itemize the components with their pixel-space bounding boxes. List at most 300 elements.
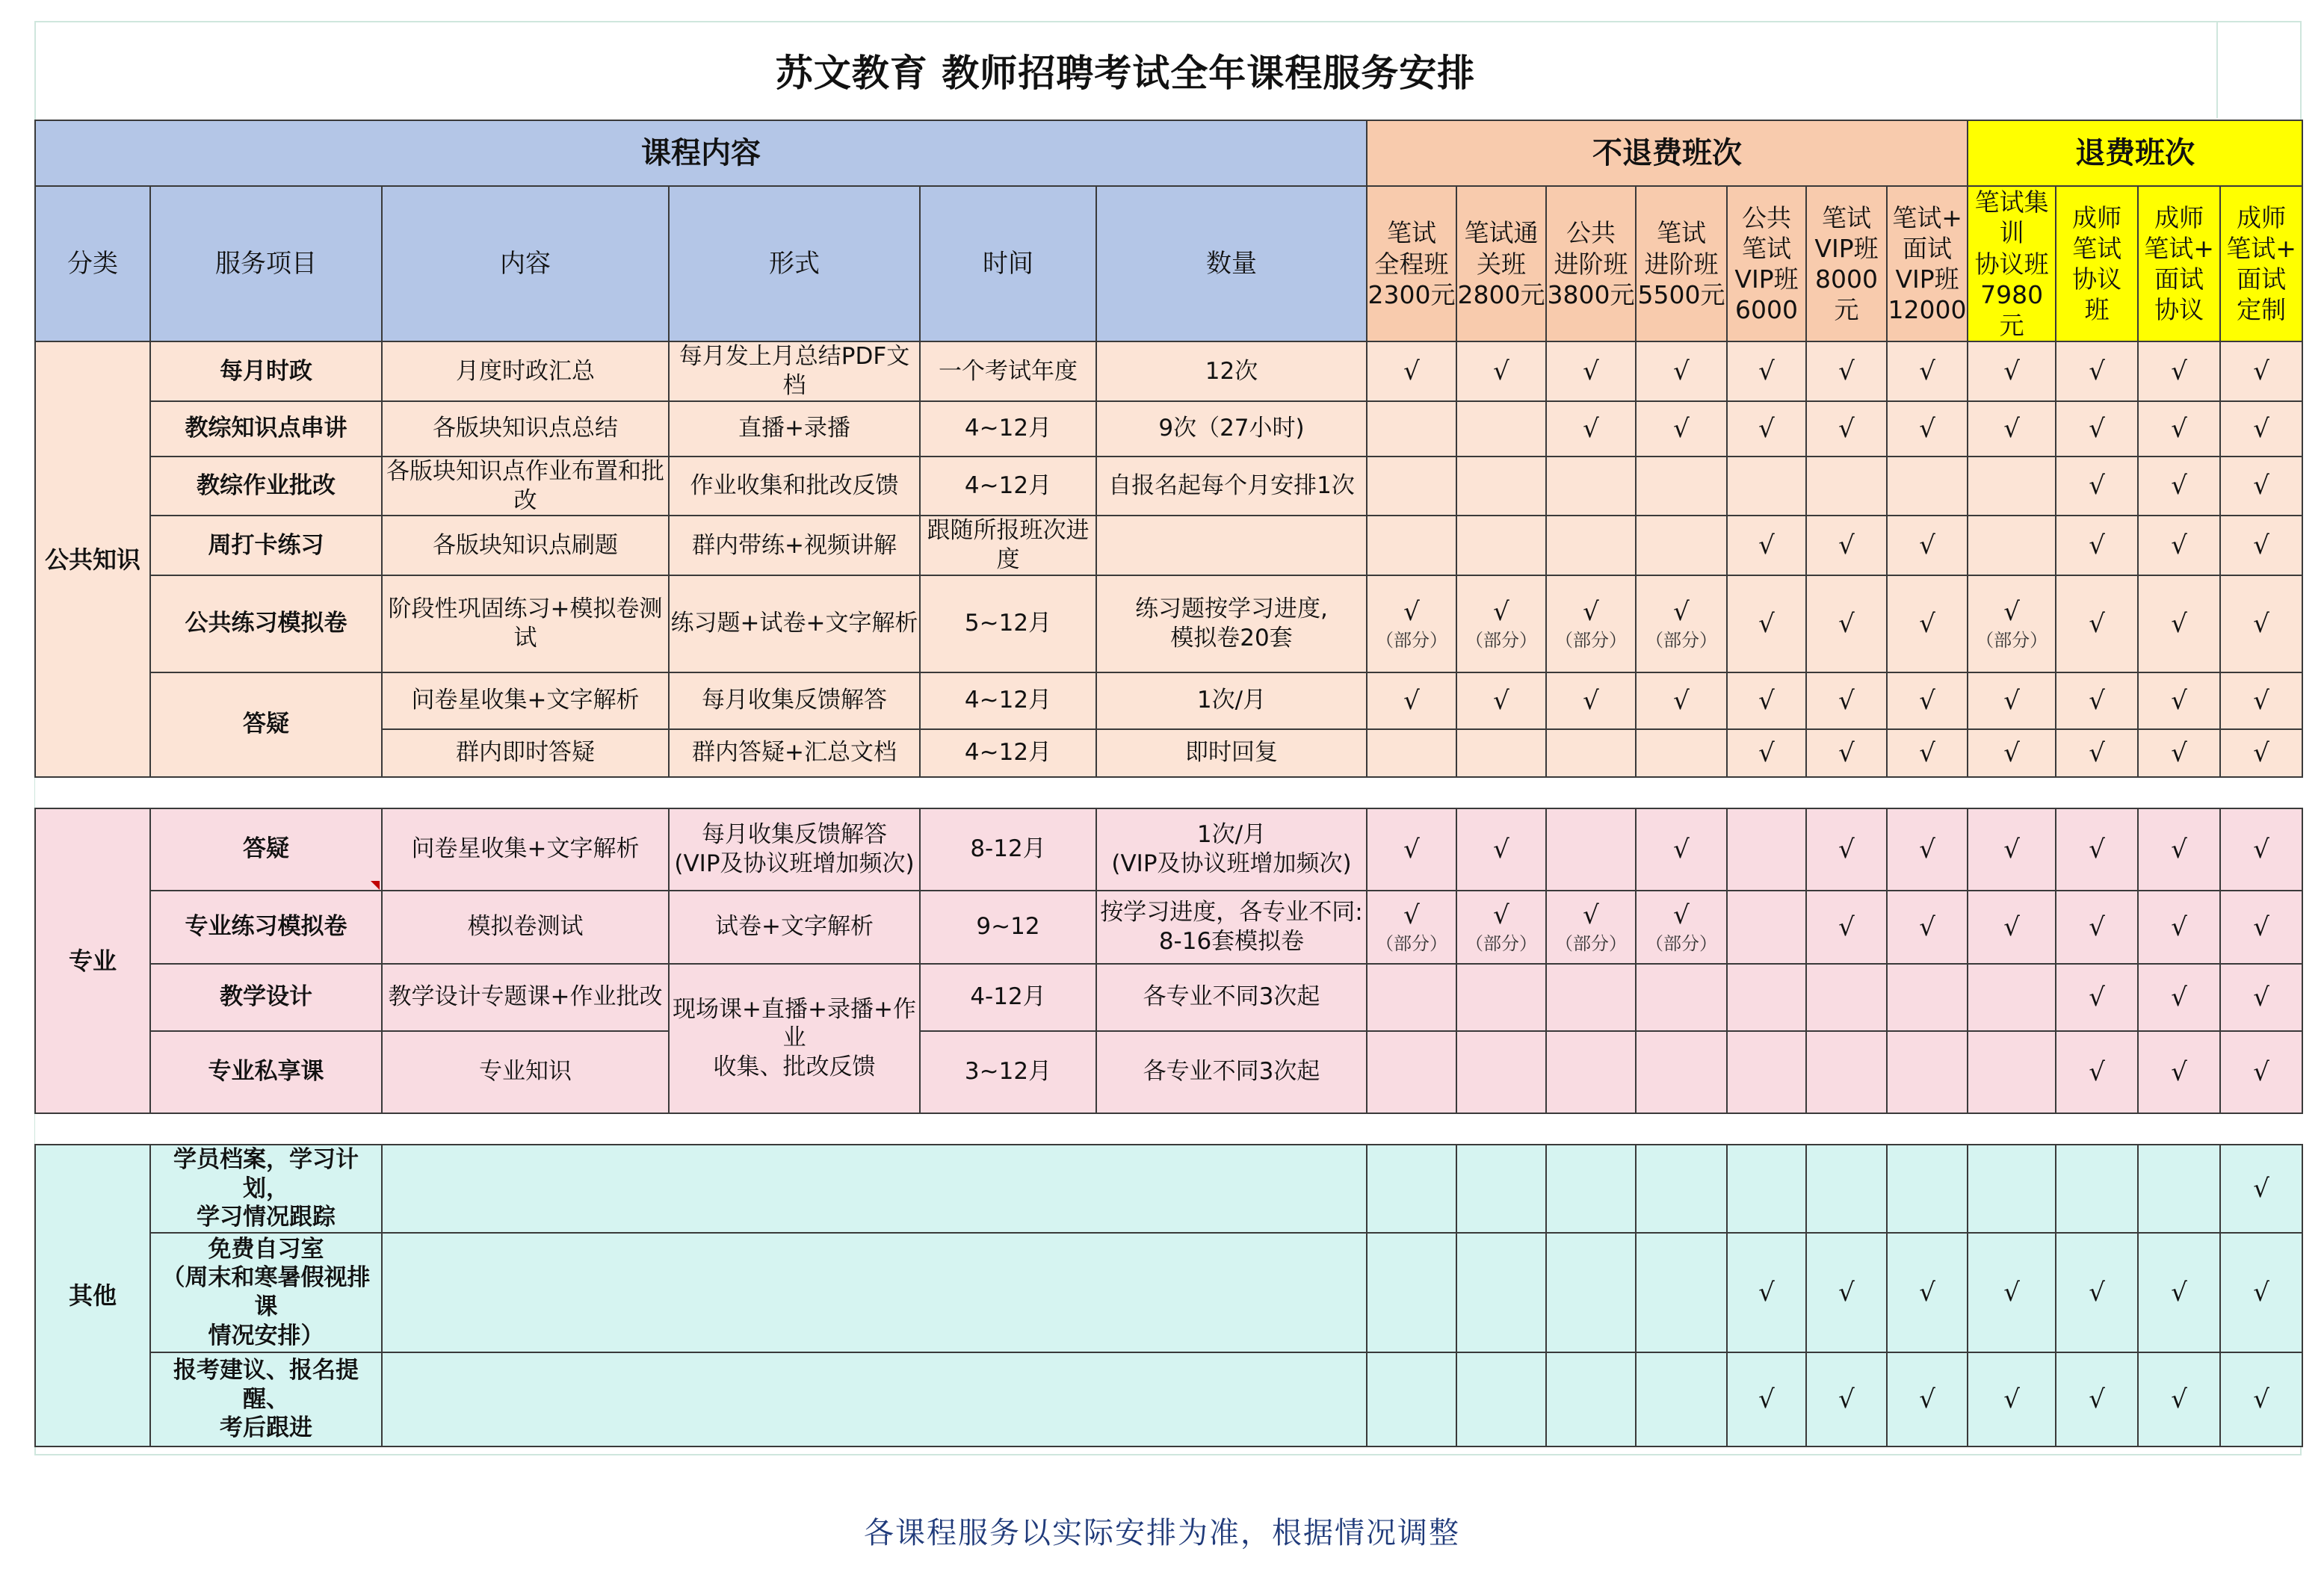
check-mark-text: √: [1838, 685, 1855, 716]
check-mark: [1367, 341, 1456, 401]
cell-text: 12000: [1888, 295, 1967, 325]
table-row: [35, 1031, 2302, 1113]
check-mark: [1968, 808, 2056, 891]
check-mark: [2138, 1031, 2220, 1113]
table-row: [35, 1113, 2302, 1145]
check-mark-text: √: [1919, 1384, 1935, 1414]
check-mark: [1806, 808, 1887, 891]
table-row: [35, 891, 2302, 964]
check-mark: [2220, 341, 2302, 401]
check-mark-text: √: [2089, 530, 2105, 560]
empty-cell: [1546, 1031, 1636, 1113]
check-mark: [1636, 575, 1727, 672]
check-mark-text: √: [2171, 685, 2187, 716]
partial-label: （部分）: [1555, 933, 1627, 954]
format-cell: 每月收集反馈解答: [669, 672, 920, 729]
check-mark-text: √: [1493, 356, 1509, 386]
spacer-cell: [2056, 777, 2138, 808]
cell-text: 免费自习室: [208, 1235, 324, 1263]
check-mark-text: √: [2253, 471, 2269, 501]
check-mark-text: √: [2089, 685, 2105, 716]
empty-cell: [1546, 808, 1636, 891]
check-mark: [2138, 341, 2220, 401]
check-mark-text: √: [2171, 1056, 2187, 1087]
check-mark-text: √: [1493, 900, 1509, 930]
check-mark-text: √: [1838, 356, 1855, 386]
check-mark-text: √: [2253, 685, 2269, 716]
service-item: 答疑: [150, 808, 382, 891]
empty-cell: [1636, 964, 1727, 1031]
cell-text: 公共: [1566, 218, 1616, 248]
quantity-cell: 各专业不同3次起: [1096, 964, 1367, 1031]
quantity-cell: [1096, 891, 1367, 964]
footer-note: 各课程服务以实际安排为准，根据情况调整: [864, 1516, 1460, 1550]
check-mark: [1727, 1352, 1806, 1446]
spacer-cell: [35, 777, 150, 808]
check-mark: [1887, 891, 1968, 964]
check-mark: [1968, 672, 2056, 729]
cell-text: 模拟卷20套: [1170, 624, 1293, 652]
check-mark: [1727, 516, 1806, 575]
cell-text: 考后跟进: [220, 1414, 312, 1442]
check-mark-text: √: [1919, 608, 1935, 639]
empty-merged-cell: [382, 1352, 1367, 1446]
spacer-cell: [1727, 777, 1806, 808]
check-mark: [1546, 891, 1636, 964]
empty-cell: [1546, 964, 1636, 1031]
cell-text: 学员档案，学习计划，: [173, 1145, 359, 1202]
cell-text: 协议: [2154, 295, 2204, 325]
service-item: [150, 1145, 382, 1233]
empty-cell: [1456, 1233, 1546, 1352]
format-cell: 试卷+文字解析: [669, 891, 920, 964]
check-mark: [1456, 341, 1546, 401]
table-row: [35, 777, 2302, 808]
cell-text: 成师: [2072, 202, 2122, 232]
check-mark: [2220, 1352, 2302, 1446]
check-mark: [2056, 891, 2138, 964]
check-mark-text: √: [1673, 596, 1690, 627]
empty-cell: [1887, 1031, 1968, 1113]
content-cell: 模拟卷测试: [382, 891, 669, 964]
quantity-cell: 自报名起每个月安排1次: [1096, 457, 1367, 516]
cell-text: 面试: [2237, 264, 2287, 294]
cell-text: 笔试+: [2144, 233, 2214, 263]
cell-text: 关班: [1477, 249, 1526, 279]
check-mark: [2220, 891, 2302, 964]
time-cell: 4~12月: [920, 672, 1096, 729]
check-mark-text: √: [1919, 834, 1935, 864]
check-mark: [1806, 516, 1887, 575]
class-column-header: [2138, 186, 2220, 341]
cell-text: VIP班: [1895, 264, 1959, 294]
check-mark: [1727, 401, 1806, 457]
category-other: 其他: [35, 1145, 150, 1446]
check-mark: [1806, 575, 1887, 672]
table-row: [35, 120, 2302, 186]
check-mark: [2056, 341, 2138, 401]
check-mark: [1887, 1352, 1968, 1446]
check-mark: [1968, 891, 2056, 964]
check-mark-text: √: [2171, 982, 2187, 1012]
check-mark-text: √: [2171, 737, 2187, 768]
check-mark: [1456, 891, 1546, 964]
empty-cell: [1546, 729, 1636, 777]
check-mark-text: √: [1403, 685, 1420, 716]
check-mark-text: √: [1838, 737, 1855, 768]
check-mark-text: √: [1583, 356, 1599, 386]
cell-text: 练习题按学习进度,: [1135, 595, 1328, 622]
category-major: 专业: [35, 808, 150, 1113]
time-cell: 9~12: [920, 891, 1096, 964]
quantity-cell: 即时回复: [1096, 729, 1367, 777]
format-cell: [669, 964, 920, 1113]
empty-cell: [1456, 964, 1546, 1031]
empty-cell: [1727, 1145, 1806, 1233]
check-mark-text: √: [1838, 1277, 1855, 1308]
table-row: [35, 516, 2302, 575]
check-mark-text: √: [2003, 356, 2020, 386]
spacer-cell: [920, 1113, 1096, 1145]
cell-text: (VIP及协议班增加频次): [1111, 850, 1352, 877]
service-item: 公共练习模拟卷: [150, 575, 382, 672]
check-mark: [2138, 516, 2220, 575]
check-mark-text: √: [1493, 596, 1509, 627]
spacer-cell: [1636, 777, 1727, 808]
check-mark-text: √: [1758, 1384, 1775, 1414]
empty-cell: [1968, 964, 2056, 1031]
empty-cell: [2056, 1145, 2138, 1233]
quantity-cell: [1096, 808, 1367, 891]
time-cell: 4~12月: [920, 457, 1096, 516]
column-header-quantity: 数量: [1096, 186, 1367, 341]
quantity-cell: 9次（27小时): [1096, 401, 1367, 457]
check-mark: [1727, 1233, 1806, 1352]
table-row: [35, 401, 2302, 457]
check-mark: [2056, 964, 2138, 1031]
check-mark-text: √: [2253, 413, 2269, 444]
cell-text: 2800元: [1457, 279, 1545, 309]
cell-text: 学习情况跟踪: [197, 1204, 336, 1231]
empty-cell: [1636, 1352, 1727, 1446]
check-mark: [1887, 672, 1968, 729]
check-mark-text: √: [1673, 685, 1690, 716]
check-mark: [2220, 964, 2302, 1031]
empty-cell: [1887, 964, 1968, 1031]
cell-text: 笔试通: [1464, 218, 1539, 248]
check-mark: [2056, 575, 2138, 672]
class-column-header: [1456, 186, 1546, 341]
check-mark-text: √: [2003, 596, 2020, 627]
empty-cell: [1546, 1145, 1636, 1233]
cell-text: 笔试+: [1892, 202, 1962, 232]
cell-text: 进阶班: [1554, 249, 1628, 279]
check-mark-text: √: [2171, 1384, 2187, 1414]
cell-text: 笔试: [1742, 233, 1791, 263]
spacer-cell: [920, 777, 1096, 808]
check-mark-text: √: [2089, 982, 2105, 1012]
empty-cell: [1806, 457, 1887, 516]
check-mark-text: √: [2089, 413, 2105, 444]
empty-cell: [1636, 1233, 1727, 1352]
check-mark: [2220, 516, 2302, 575]
spacer-cell: [1367, 1113, 1456, 1145]
empty-cell: [1546, 516, 1636, 575]
check-mark-text: √: [2253, 530, 2269, 560]
empty-cell: [1968, 1145, 2056, 1233]
check-mark-text: √: [1758, 356, 1775, 386]
empty-cell: [1456, 401, 1546, 457]
cell-text: 进阶班: [1644, 249, 1719, 279]
service-item: [150, 1352, 382, 1446]
spacer-cell: [1096, 1113, 1367, 1145]
check-mark: [1456, 808, 1546, 891]
check-mark-text: √: [2003, 413, 2020, 444]
cell-text: 面试: [2154, 264, 2204, 294]
check-mark: [1636, 341, 1727, 401]
check-mark-text: √: [2253, 1384, 2269, 1414]
empty-cell: [1968, 1031, 2056, 1113]
check-mark: [1968, 729, 2056, 777]
class-column-header: [1806, 186, 1887, 341]
check-mark-text: √: [2003, 1384, 2020, 1414]
cell-text: 元: [1834, 295, 1859, 325]
column-header-category: 分类: [35, 186, 150, 341]
spacer-cell: [1546, 777, 1636, 808]
empty-cell: [1367, 516, 1456, 575]
format-cell: [669, 808, 920, 891]
empty-cell: [1887, 1145, 1968, 1233]
check-mark: [1727, 575, 1806, 672]
cell-text: 笔试: [1387, 218, 1436, 248]
check-mark: [1806, 1352, 1887, 1446]
spacer-cell: [2220, 777, 2302, 808]
partial-label: （部分）: [1465, 630, 1537, 651]
format-cell: 群内带练+视频讲解: [669, 516, 920, 575]
check-mark: [2056, 672, 2138, 729]
column-header-time: 时间: [920, 186, 1096, 341]
column-header-service: 服务项目: [150, 186, 382, 341]
check-mark: [2138, 575, 2220, 672]
empty-cell: [1806, 1031, 1887, 1113]
format-cell: 每月发上月总结PDF文档: [669, 341, 920, 401]
check-mark-text: √: [1838, 1384, 1855, 1414]
check-mark: [2138, 1352, 2220, 1446]
check-mark: [2056, 457, 2138, 516]
spacer-cell: [2056, 1113, 2138, 1145]
check-mark: [1636, 808, 1727, 891]
check-mark: [2138, 964, 2220, 1031]
check-mark: [1806, 729, 1887, 777]
check-mark-text: √: [1493, 834, 1509, 864]
check-mark-text: √: [1673, 900, 1690, 930]
check-mark: [1968, 401, 2056, 457]
spacer-cell: [150, 777, 382, 808]
cell-text: 3800元: [1547, 279, 1635, 309]
check-mark-text: √: [2089, 834, 2105, 864]
check-mark-text: √: [1838, 608, 1855, 639]
cell-text: 笔试: [2072, 233, 2122, 263]
check-mark-text: √: [2253, 912, 2269, 942]
empty-cell: [1546, 457, 1636, 516]
empty-cell: [1546, 1233, 1636, 1352]
service-item: 专业私享课: [150, 1031, 382, 1113]
check-mark: [1546, 401, 1636, 457]
empty-cell: [1636, 1145, 1727, 1233]
empty-merged-cell: [382, 1233, 1367, 1352]
course-table: [34, 120, 2303, 1447]
check-mark-text: √: [1919, 356, 1935, 386]
cell-text: 按学习进度，各专业不同:: [1100, 899, 1363, 926]
table-row: [35, 1145, 2302, 1233]
spacer-cell: [1887, 1113, 1968, 1145]
cell-text: 报考建议、报名提醒、: [173, 1356, 359, 1413]
spacer-cell: [1887, 777, 1968, 808]
empty-cell: [1727, 964, 1806, 1031]
time-cell: 跟随所报班次进度: [920, 516, 1096, 575]
content-cell: 各版块知识点总结: [382, 401, 669, 457]
check-mark-text: √: [1403, 834, 1420, 864]
check-mark-text: √: [2171, 413, 2187, 444]
cell-text: VIP班: [1814, 233, 1879, 263]
cell-text: 面试: [1903, 233, 1953, 263]
spacer-cell: [2138, 777, 2220, 808]
check-mark: [2220, 457, 2302, 516]
empty-cell: [1367, 401, 1456, 457]
check-mark-text: √: [2003, 912, 2020, 942]
check-mark-text: √: [1403, 596, 1420, 627]
check-mark-text: √: [1919, 1277, 1935, 1308]
empty-cell: [1456, 1031, 1546, 1113]
check-mark: [2220, 1233, 2302, 1352]
class-column-header: [1367, 186, 1456, 341]
empty-cell: [1887, 457, 1968, 516]
check-mark-text: √: [1758, 413, 1775, 444]
check-mark-text: √: [1919, 737, 1935, 768]
spacer-cell: [669, 777, 920, 808]
check-mark-text: √: [2089, 608, 2105, 639]
check-mark: [1727, 341, 1806, 401]
cell-text: 笔试+: [2226, 233, 2296, 263]
check-mark-text: √: [1838, 834, 1855, 864]
check-mark-text: √: [1403, 900, 1420, 930]
check-mark: [2220, 808, 2302, 891]
class-column-header: [1968, 186, 2056, 341]
empty-merged-cell: [382, 1145, 1367, 1233]
cell-text: 1次/月: [1196, 821, 1267, 848]
check-mark: [1806, 672, 1887, 729]
time-cell: 4~12月: [920, 401, 1096, 457]
cell-text: 协议: [2072, 264, 2122, 294]
check-mark-text: √: [2171, 356, 2187, 386]
quantity-cell: [1096, 575, 1367, 672]
check-mark: [1806, 891, 1887, 964]
cell-text: （周末和寒暑假视排课: [161, 1264, 371, 1320]
service-item: 教学设计: [150, 964, 382, 1031]
check-mark-text: √: [1758, 1277, 1775, 1308]
check-mark-text: √: [2089, 1384, 2105, 1414]
empty-cell: [1727, 891, 1806, 964]
time-cell: 4~12月: [920, 729, 1096, 777]
check-mark-text: √: [2171, 1277, 2187, 1308]
cell-text: 每月收集反馈解答: [702, 821, 887, 848]
check-mark: [2220, 729, 2302, 777]
check-mark: [1546, 341, 1636, 401]
spacer-cell: [150, 1113, 382, 1145]
check-mark-text: √: [2089, 737, 2105, 768]
table-row: [35, 457, 2302, 516]
spacer-cell: [382, 1113, 669, 1145]
check-mark-text: √: [1583, 413, 1599, 444]
check-mark: [2056, 401, 2138, 457]
check-mark: [2056, 1031, 2138, 1113]
time-cell: 4-12月: [920, 964, 1096, 1031]
check-mark: [2056, 808, 2138, 891]
check-mark: [1727, 729, 1806, 777]
check-mark-text: √: [2171, 471, 2187, 501]
check-mark-text: √: [1919, 413, 1935, 444]
quantity-cell: 12次: [1096, 341, 1367, 401]
check-mark-text: √: [2171, 530, 2187, 560]
service-item: 答疑: [150, 672, 382, 777]
table-row: [35, 1233, 2302, 1352]
class-column-header: [1546, 186, 1636, 341]
cell-text: 协议班: [1974, 249, 2049, 279]
check-mark-text: √: [1403, 356, 1420, 386]
cell-text: 全程班: [1374, 249, 1449, 279]
service-item: 专业练习模拟卷: [150, 891, 382, 964]
cell-text: 成师: [2154, 202, 2204, 232]
table-row: [35, 1352, 2302, 1446]
content-cell: 问卷星收集+文字解析: [382, 808, 669, 891]
partial-label: （部分）: [1555, 630, 1627, 651]
empty-cell: [1456, 1352, 1546, 1446]
check-mark: [2056, 729, 2138, 777]
check-mark-text: √: [2253, 1277, 2269, 1308]
check-mark: [1887, 401, 1968, 457]
header-no-refund: 不退费班次: [1367, 120, 1968, 186]
empty-cell: [1456, 1145, 1546, 1233]
check-mark-text: √: [1493, 685, 1509, 716]
check-mark: [2138, 672, 2220, 729]
content-cell: 阶段性巩固练习+模拟卷测试: [382, 575, 669, 672]
check-mark-text: √: [1673, 356, 1690, 386]
check-mark-text: √: [1583, 685, 1599, 716]
class-column-header: [1727, 186, 1806, 341]
empty-cell: [1636, 516, 1727, 575]
check-mark: [2220, 575, 2302, 672]
spacer-cell: [1806, 777, 1887, 808]
check-mark-text: √: [1838, 530, 1855, 560]
check-mark-text: √: [2253, 608, 2269, 639]
cell-text: 现场课+直播+录播+作业: [673, 995, 916, 1052]
cell-text: 公共: [1742, 202, 1791, 232]
check-mark-text: √: [1673, 834, 1690, 864]
quantity-cell: 1次/月: [1096, 672, 1367, 729]
cell-text: 笔试集: [1974, 188, 2049, 217]
check-mark-text: √: [2253, 737, 2269, 768]
category-public: 公共知识: [35, 341, 150, 777]
time-cell: 5~12月: [920, 575, 1096, 672]
empty-cell: [1546, 1352, 1636, 1446]
check-mark-text: √: [2003, 834, 2020, 864]
quantity-cell: 各专业不同3次起: [1096, 1031, 1367, 1113]
cell-text: 定制: [2237, 295, 2287, 325]
check-mark: [1806, 1233, 1887, 1352]
spacer-cell: [1806, 1113, 1887, 1145]
check-mark-text: √: [2253, 1173, 2269, 1204]
table-row: [35, 808, 2302, 891]
